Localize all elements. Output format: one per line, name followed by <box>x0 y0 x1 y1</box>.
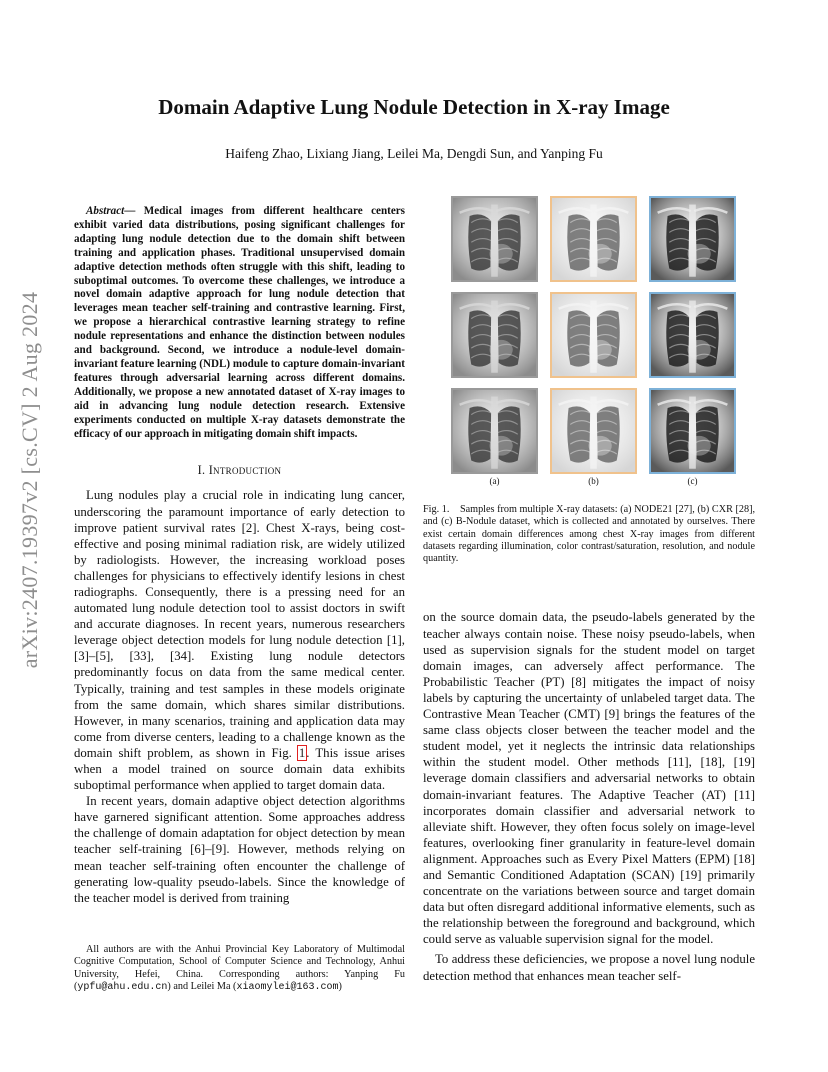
intro-paragraph-1: Lung nodules play a crucial role in indicating lung cancer, underscoring the paramount importance of early detection to improve patient survival rates [2]. Chest X-rays, being cost-effective and posing minimal radiation risk, are widely utilized by radiologists. However, the increasing workload poses challenges for physicians to effectively identify lesions in chest radiographs. Consequently, there is a pressing need for an automated lung nodule detection tool to assist doctors in swift and accurate diagnoses. In recent years, numerous researchers leverage object detection models for lung nodule detection [1], [3]–[5], [33], [34]. Existing lung nodule detectors predominantly focus on data from the same medical center. Typically, training and test samples in these models originate from the same domain, which shares similar distributions. However, in many scenarios, training and application data may come from diverse centers, leading to a challenge known as the domain shift problem, as shown in Fig. 1. This issue arises when a model trained on source domain data exhibits suboptimal performance when applied to target domain data. <box>74 488 406 793</box>
right-column-text <box>423 609 755 983</box>
xray-image-a1 <box>451 196 538 282</box>
xray-image-b3 <box>550 388 637 474</box>
figure-1-link[interactable]: 1 <box>298 745 306 760</box>
section-heading-introduction: I. Introduction <box>197 463 282 478</box>
affiliation-footnote: All authors are with the Anhui Provincial Key Laboratory of Multimodal Cognitive Computation, School of Computer Science and Technology, Anhui University, Hefei, China. Corresponding authors: Yanping Fu (ypfu@ahu.edu.cn) and Leilei Ma (xiaomylei@163.com) <box>74 944 405 994</box>
abstract-text: — Medical images from different healthcare centers exhibit varied data distributions, posing significant challenges for adapting lung nodule detection due to the domain shift between training and application phases. Traditional unsupervised domain adaptive detection methods often struggle with this shift, leading to suboptimal outcomes. To overcome these challenges, we introduce a novel domain adaptive approach for lung nodule detection that leverages mean teacher self-training and contrastive learning. First, we propose a hierarchical contrastive learning strategy to refine nodule representations and enhance the distinction between nodules and background. Second, we introduce a nodule-level domain-invariant feature learning (NDL) module to capture domain-invariant features through adversarial learning across different domains. Additionally, we propose a new annotated dataset of X-ray images to aid in advancing lung nodule detection research. Extensive experiments conducted on multiple X-ray datasets demonstrate the efficacy of our approach in mitigating domain shift impacts. <box>74 205 405 440</box>
xray-image-c2 <box>649 292 736 378</box>
paper-title: Domain Adaptive Lung Nodule Detection in X-ray Image <box>158 95 670 119</box>
intro-paragraph-4: To address these deficiencies, we propose a novel lung nodule detection method that enhances mean teacher self- <box>423 952 755 983</box>
abstract-label: Abstract <box>86 205 125 217</box>
email-fu: ypfu@ahu.edu.cn <box>77 982 168 994</box>
xray-image-grid <box>451 196 734 466</box>
right-column <box>423 192 755 984</box>
figure-1-caption <box>423 504 755 565</box>
xray-image-a2 <box>451 292 538 378</box>
author-list: Haifeng Zhao, Lixiang Jiang, Leilei Ma, Dengdi Sun, and Yanping Fu <box>225 146 603 161</box>
caption-label: Fig. 1. <box>423 504 450 515</box>
xray-image-c1 <box>649 196 736 282</box>
left-column <box>74 205 405 906</box>
xray-image-a3 <box>451 388 538 474</box>
sublabel-a: (a) <box>489 476 500 486</box>
sublabel-c: (c) <box>687 476 698 486</box>
email-ma: xiaomylei@163.com <box>236 982 339 994</box>
xray-image-b2 <box>550 292 637 378</box>
abstract <box>74 205 405 441</box>
xray-image-b1 <box>550 196 637 282</box>
xray-image-c3 <box>649 388 736 474</box>
arxiv-identifier: arXiv:2407.19397v2 [cs.CV] 2 Aug 2024 <box>17 291 42 669</box>
intro-paragraph-2: In recent years, domain adaptive object detection algorithms have garnered significant attention. Some approaches address the challenge of domain adaptation for object detection by mean teacher self-training [6]–[9]. However, methods relying on mean teacher self-training often encounter the challenge of generating low-quality pseudo-labels. Since the knowledge of the teacher model is derived from training <box>74 794 405 905</box>
figure-1 <box>423 192 755 486</box>
intro-paragraph-3: on the source domain data, the pseudo-labels generated by the teacher always contain noise. These noisy pseudo-labels, when used as supervision signals for the student model on target domain images, can adversely affect performance. The Probabilistic Teacher (PT) [8] mitigates the impact of noisy labels by capturing the uncertainty of unlabeled target data. The Contrastive Mean Teacher (CMT) [9] brings the features of the same class objects closer between the teacher model and the student model, yet it neglects the intrinsic data relationships within the student model. Other methods [11], [18], [19] leverage domain classifiers and adversarial networks to obtain domain-invariant features. The Adaptive Teacher (AT) [11] incorporates domain classifier and adversarial network to alleviate shift. However, they often focus solely on image-level features, overlooking finer granularity in feature-level domain alignment. Approaches such as Every Pixel Matters (EPM) [18] and Semantic Conditioned Adaptation (SCAN) [19] primarily concentrate on the variations between source and target domain data but often disregard additional informative elements, such as the relationship between the foreground and background, which could serve as valuable supervision signal for the model. <box>423 610 755 947</box>
sublabel-b: (b) <box>588 476 599 486</box>
caption-text: Samples from multiple X-ray datasets: (a) NODE21 [27], (b) CXR [28], and (c) B-Nodule dataset, which is collected and annotated by ourselves. There exist certain domain differences among chest X-ray images from different datasets regarding illumination, color contrast/saturation, resolution, and nodule quantity. <box>423 504 756 565</box>
